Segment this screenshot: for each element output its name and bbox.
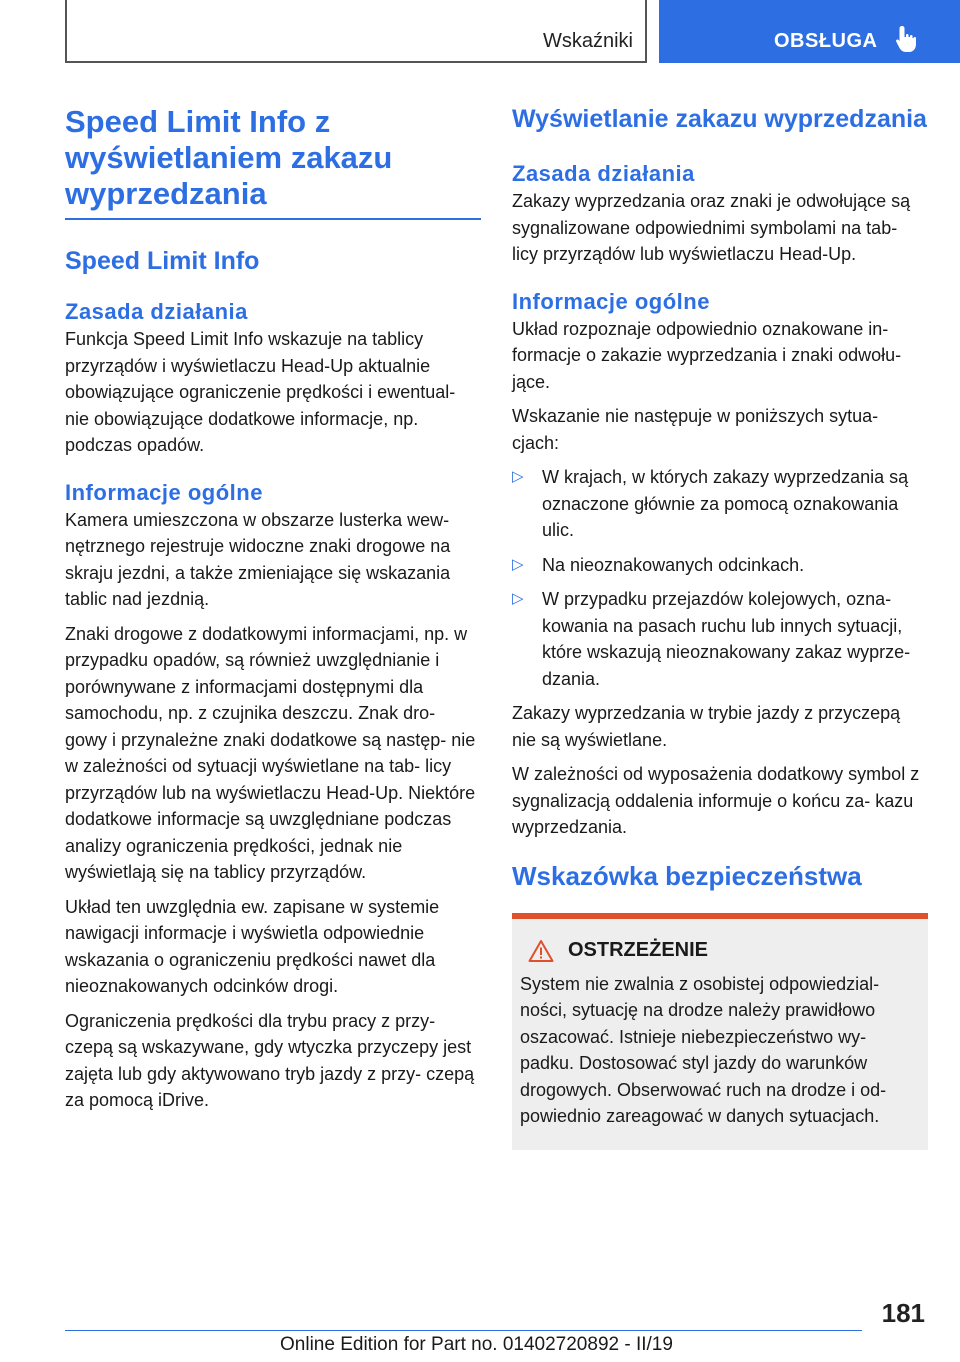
right-general-paragraph-2: Wskazanie nie następuje w poniższych sytua- cjach: [512,406,879,453]
list-item: ▷ W krajach, w których zakazy wyprzedzania są oznaczone głównie za pomocą oznakowania ulic. [512,464,928,544]
left-general-paragraph-2: Znaki drogowe z dodatkowymi informacjami, np. w przypadku opadów, są również uwzględnianie i porównywane z informacjami dostępnymi dla samochodu, np. z czujnika deszczu. Znak dro- gowy i przynależne znaki dodatkowe są następ- nie w zależności od sytuacji wyświetlane na tab- licy przyrządów lub na wyświetlaczu Head-Up. Niektóre dodatkowe informacje są uwzględniane podczas analizy ograniczenia prędkości, jednak nie wyświetlają się na tablicy przyrządów. [65,623,476,882]
header-tab-obsluga[interactable] [659,0,960,63]
header-section-box [65,0,647,63]
list-item: ▷ Na nieoznakowanych odcinkach. [512,552,928,579]
warning-triangle-icon [528,939,554,963]
warning-title: OSTRZEŻENIE [568,939,709,961]
right-general-paragraph-4: W zależności od wyposażenia dodatkowy symbol z sygnalizacją oddalenia informuje o końcu za- kazu wyprzedzania. [512,764,920,837]
footer-edition-text: Online Edition for Part no. 01402720892 - II/19 [280,1334,673,1355]
warning-box [512,913,928,1150]
list-item: ▷ W przypadku przejazdów kolejowych, ozna- kowania na pasach ruchu lub innych sytuacji, które wskazują nieoznakowany zakaz wyprze- dzania. [512,586,928,692]
left-general-info-heading: Informacje ogólne [65,479,263,505]
left-general-paragraph-1: Kamera umieszczona w obszarze lusterka wew- nętrznego rejestruje widoczne znaki drogowe na skraju jezdni, a także zmieniające się wskazania tablic nad jezdnią. [65,509,451,609]
header-section-label: Wskaźniki [542,30,633,52]
right-principle-heading: Zasada działania [512,161,695,186]
triangle-bullet-icon: ▷ [512,468,524,485]
left-principle-paragraph: Funkcja Speed Limit Info wskazuje na tablicy przyrządów i wyświetlaczu Head-Up aktualnie obowiązujące ograniczenie prędkości i ewentual- nie obowiązujące dodatkowe informacje, np. podczas opadów. [65,329,456,455]
right-general-paragraph-1: Układ rozpoznaje odpowiednio oznakowane in- formacje o zakazie wyprzedzania i znaki odwołu- jące. [512,318,902,392]
left-general-paragraph-3: Układ ten uwzględnia ew. zapisane w systemie nawigacji informacje i wyświetla odpowiednie wskazania o ograniczeniu prędkości nawet dla nieoznakowanych odcinków drogi. [65,896,440,996]
right-general-paragraph-3: Zakazy wyprzedzania w trybie jazdy z przyczepą nie są wyświetlane. [512,703,901,750]
right-principle-paragraph: Zakazy wyprzedzania oraz znaki je odwołujące są sygnalizowane odpowiednimi symbolami na tab- licy przyrządów lub wyświetlaczu Head-Up. [512,191,911,264]
exception-list [512,464,928,692]
right-general-info-heading: Informacje ogólne [512,288,710,314]
overtaking-ban-heading: Wyświetlanie zakazu wyprzedzania [512,105,927,133]
main-heading: Speed Limit Info z wyświetlaniem zakazu wyprzedzania [65,104,393,211]
safety-heading: Wskazówka bezpieczeństwa [512,860,862,891]
header-tab-label: OBSŁUGA [774,30,878,52]
triangle-bullet-icon: ▷ [512,590,524,607]
warning-title-row [528,939,920,963]
left-column [65,100,481,1114]
pointing-hand-icon [894,24,920,54]
main-heading-block [65,104,481,220]
page-number: 181 [881,1298,925,1328]
right-column [512,100,928,1150]
triangle-bullet-icon: ▷ [512,555,524,573]
footer-rule [65,1330,862,1331]
speed-limit-info-heading: Speed Limit Info [65,247,260,275]
warning-text: System nie zwalnia z osobistej odpowiedzial- ności, sytuację na drodze należy prawidłowo oszacować. Istnieje niebezpieczeństwo wy- padku. Dostosować styl jazdy do warunków drogowych. Obserwować ruch na drodze i od- powiednio zareagować w danych sytuacjach. [520,973,887,1126]
left-general-paragraph-4: Ograniczenia prędkości dla trybu pracy z przy- czepą są wskazywane, gdy wtyczka przyczepy jest zajęta lub gdy aktywowano tryb jazdy z przy- czepą za pomocą iDrive. [65,1010,475,1110]
left-principle-heading: Zasada działania [65,299,248,324]
